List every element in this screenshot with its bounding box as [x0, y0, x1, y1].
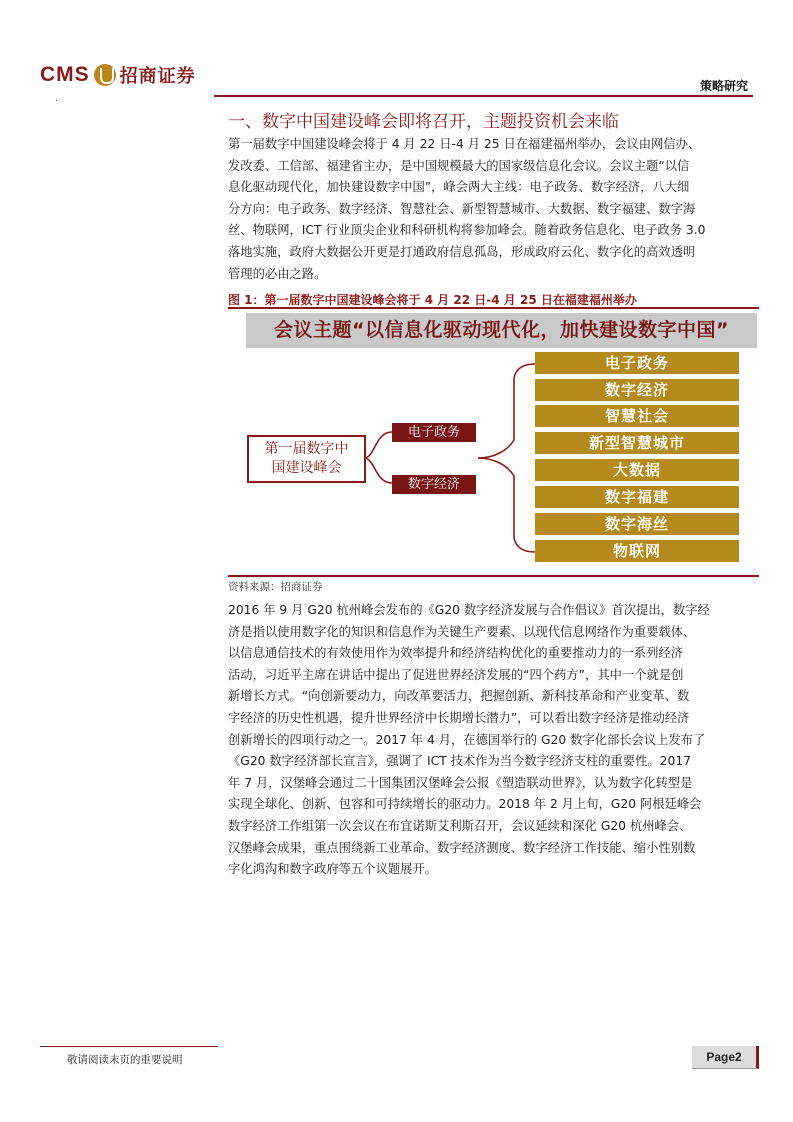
text-line: 年 7 月，汉堡峰会通过二十国集团汉堡峰会公报《塑造联动世界》，认为数字化转型是 — [228, 775, 693, 790]
text-line: 创新增长的四项行动之一。2017 年 4 月，在德国举行的 G20 数字化部长会议上发布了 — [228, 732, 706, 747]
direction-node: 新型智慧城市 — [535, 432, 739, 454]
figure-caption: 图 1：第一届数字中国建设峰会将于 4 月 22 日-4 月 25 日在福建福州举办 — [228, 293, 637, 307]
text-line: 《G20 数字经济部长宣言》，强调了 ICT 技术作为当今数字经济支柱的重要性。2017 — [228, 754, 691, 769]
footer-divider — [40, 1046, 218, 1047]
direction-node: 智慧社会 — [535, 405, 739, 427]
text-line: 丝、物联网，ICT 行业顶尖企业和科研机构将参加峰会。随着政务信息化、电子政务 3.0 — [228, 223, 706, 238]
footer-disclaimer-note: 敬请阅读末页的重要说明 — [67, 1054, 183, 1066]
text-line: 2016 年 9 月 G20 杭州峰会发布的《G20 数字经济发展与合作倡议》首次提出，数字经 — [228, 603, 710, 617]
branch-node-e-government: 电子政务 — [392, 423, 476, 442]
direction-node: 电子政务 — [535, 352, 739, 374]
text-line: 管理的必由之路。 — [228, 266, 327, 281]
page-number: Page2 — [692, 1046, 759, 1069]
text-line: 字化鸿沟和数字政府等五个议题展开。 — [228, 862, 438, 877]
text-line: 分方向：电子政务、数字经济、智慧社会、新型智慧城市、大数据、数字福建、数字海 — [228, 201, 696, 216]
logo-chinese: 招商证券 — [119, 66, 196, 87]
direction-node: 大数据 — [535, 459, 739, 481]
text-line: 新增长方式。“向创新要动力，向改革要活力，把握创新、新科技革命和产业变革、数 — [228, 689, 690, 704]
report-type: 策略研究 — [699, 79, 748, 93]
text-line: 实现全球化、创新、包容和可持续增长的驱动力。2018 年 2 月上旬，G20 阿根廷峰会 — [228, 797, 702, 812]
direction-node: 数字经济 — [535, 379, 739, 401]
root-label-line1: 第一届数字中 — [264, 441, 349, 457]
direction-node: 物联网 — [535, 540, 739, 562]
text-line: 汉堡峰会成果，重点围绕新工业革命、数字经济测度、数字经济工作技能、缩小性别数 — [228, 840, 696, 855]
direction-node: 数字海丝 — [535, 513, 739, 535]
branch-node-digital-economy: 数字经济 — [392, 475, 476, 494]
text-line: 济是指以使用数字化的知识和信息作为关键生产要素、以现代信息网络作为重要载体、 — [228, 624, 696, 639]
text-line: 第一届数字中国建设峰会将于 4 月 22 日-4 月 25 日在福建福州举办，会议由网信办、 — [228, 137, 701, 151]
text-line: 活动，习近平主席在讲话中提出了促进世界经济发展的“四个药方”，其中一个就是创 — [228, 667, 684, 682]
text-line: 息化驱动现代化，加快建设数字中国”，峰会两大主线：电子政务、数字经济，八大细 — [228, 180, 690, 195]
diagram-root-node — [247, 435, 366, 483]
text-line: 发改委、工信部、福建省主办，是中国规模最大的国家级信息化会议。会议主题“以信 — [228, 158, 690, 173]
figure-source: 资料来源：招商证券 — [228, 581, 323, 593]
text-line: 字经济的历史性机遇，提升世界经济中长期增长潜力”，可以看出数字经济是推动经济 — [228, 710, 690, 725]
section-title: 一、数字中国建设峰会即将召开，主题投资机会来临 — [228, 112, 619, 132]
text-line: 落地实施，政府大数据公开更是打通政府信息孤岛，形成政府云化、数字化的高效透明 — [228, 244, 696, 259]
root-label-line2: 国建设峰会 — [271, 460, 342, 476]
text-line: 数字经济工作组第一次会议在布宜诺斯艾利斯召开，会议延续和深化 G20 杭州峰会、 — [228, 818, 692, 833]
figure-bottom-rule — [228, 575, 759, 577]
direction-node: 数字福建 — [535, 486, 739, 508]
paragraph-g20 — [228, 600, 754, 881]
figure-theme-banner: 会议主题“以信息化驱动现代化，加快建设数字中国” — [246, 313, 757, 348]
logo-latin: CMS — [40, 63, 90, 86]
text-line: 以信息通信技术的有效使用作为效率提升和经济结构优化的重要推动力的一系列经济 — [228, 646, 683, 661]
